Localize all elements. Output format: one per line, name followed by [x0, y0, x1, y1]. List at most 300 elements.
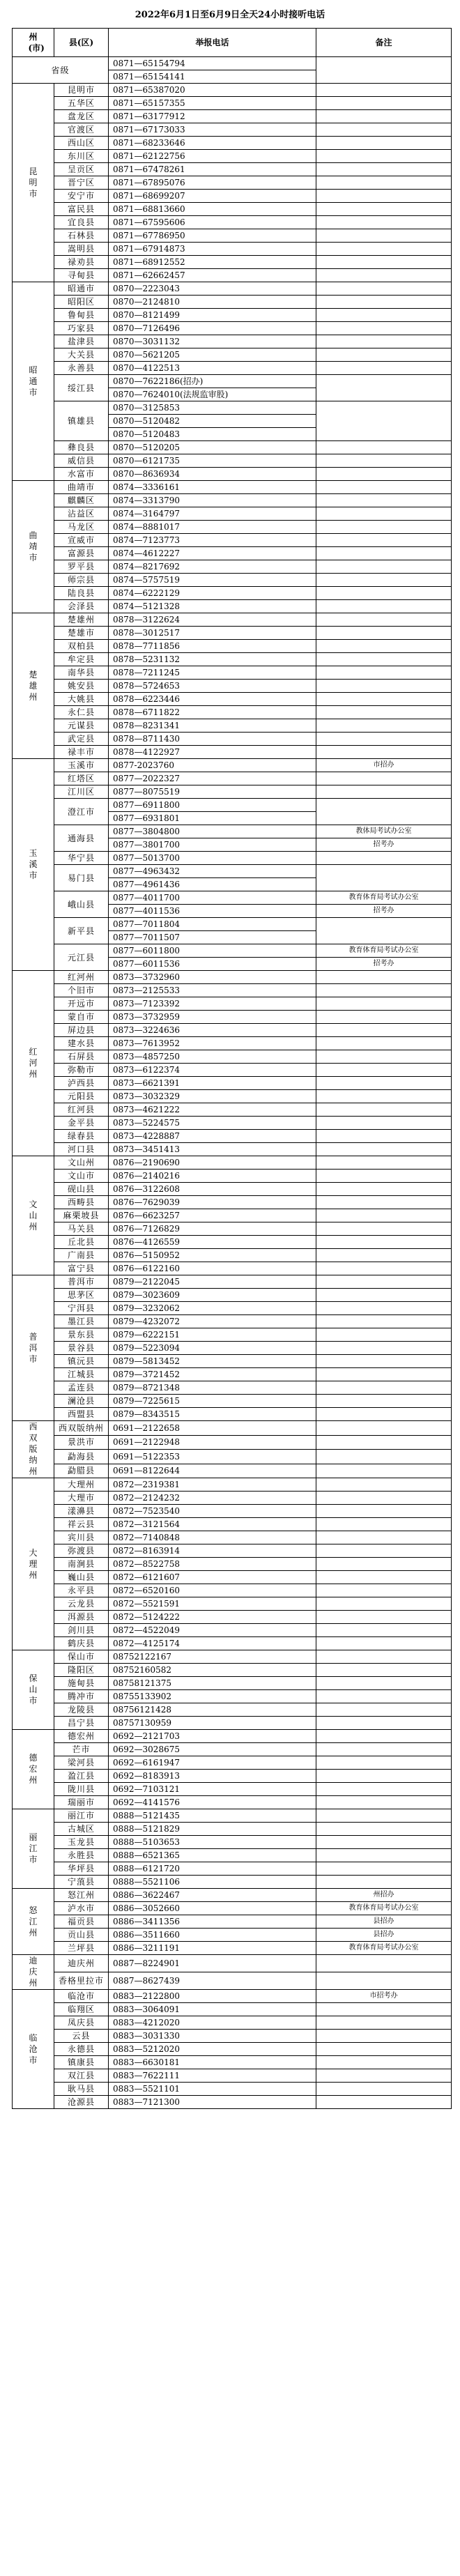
table-row	[13, 1597, 452, 1611]
note-cell	[316, 1770, 452, 1783]
table-row	[13, 2016, 452, 2030]
county-cell: 呈贡区	[54, 163, 109, 176]
county-cell: 迪庆州	[54, 1955, 109, 1972]
county-cell: 泸水市	[54, 1902, 109, 1915]
note-cell	[316, 640, 452, 653]
county-cell: 梁河县	[54, 1756, 109, 1770]
phone-cell: 0870—7126496	[109, 322, 316, 335]
phone-cell: 0878—5231132	[109, 653, 316, 666]
table-row	[13, 296, 452, 309]
table-row	[13, 137, 452, 150]
county-cell: 沾益区	[54, 507, 109, 521]
table-row	[13, 84, 452, 97]
note-cell	[316, 322, 452, 335]
note-cell	[316, 2056, 452, 2069]
county-cell: 宾川县	[54, 1531, 109, 1544]
note-cell	[316, 348, 452, 362]
phone-cell: 0876—5150952	[109, 1249, 316, 1262]
phone-cell: 0873—3732959	[109, 1011, 316, 1024]
county-cell: 漾濞县	[54, 1505, 109, 1518]
phone-cell: 0870—6121735	[109, 454, 316, 468]
phone-cell: 0871—65157355	[109, 97, 316, 110]
header-phone: 举报电话	[109, 29, 316, 57]
phone-cell: 0878—7711856	[109, 640, 316, 653]
note-cell	[316, 1011, 452, 1024]
note-cell	[316, 1571, 452, 1584]
county-cell: 香格里拉市	[54, 1972, 109, 1990]
city-name: 怒江州	[29, 1905, 38, 1938]
county-cell: 兰坪县	[54, 1942, 109, 1955]
county-cell: 西盟县	[54, 1408, 109, 1421]
phone-cell: 0878—8711430	[109, 733, 316, 746]
county-cell: 双柏县	[54, 640, 109, 653]
table-row	[13, 1544, 452, 1558]
table-row	[13, 1156, 452, 1170]
phone-cell: 0871—67595606	[109, 216, 316, 229]
table-row	[13, 348, 452, 362]
note-cell	[316, 547, 452, 560]
county-cell: 鲁甸县	[54, 309, 109, 322]
note-cell	[316, 1381, 452, 1395]
note-cell	[316, 1690, 452, 1703]
phone-cell: 0876—3122608	[109, 1183, 316, 1196]
county-cell: 普洱市	[54, 1275, 109, 1289]
phone-cell: 0874—6222129	[109, 587, 316, 600]
table-row	[13, 1222, 452, 1236]
county-cell: 文山州	[54, 1156, 109, 1170]
note-cell	[316, 1730, 452, 1743]
county-cell: 宣威市	[54, 534, 109, 547]
note-cell	[316, 243, 452, 256]
note-cell	[316, 375, 452, 401]
phone-cell: 0870—5120205	[109, 441, 316, 454]
note-cell	[316, 282, 452, 296]
note-cell	[316, 1518, 452, 1531]
note-cell	[316, 309, 452, 322]
county-cell: 红河县	[54, 1103, 109, 1117]
table-row	[13, 1011, 452, 1024]
table-row	[13, 852, 452, 865]
table-row	[13, 1955, 452, 1972]
table-header-row	[13, 29, 452, 57]
note-cell	[316, 1703, 452, 1717]
county-cell: 凤庆县	[54, 2016, 109, 2030]
table-row	[13, 375, 452, 388]
table-row	[13, 706, 452, 719]
note-cell	[316, 441, 452, 454]
note-cell	[316, 997, 452, 1011]
county-cell: 勐腊县	[54, 1464, 109, 1478]
county-cell: 盘龙区	[54, 110, 109, 123]
phone-cell: 0888—6121720	[109, 1862, 316, 1876]
county-cell: 省级	[13, 57, 109, 84]
table-row	[13, 521, 452, 534]
city-name: 西双版纳州	[29, 1422, 38, 1476]
phone-cell: 0870—5621205	[109, 348, 316, 362]
phone-cell: 0879—6222151	[109, 1328, 316, 1342]
county-cell: 官渡区	[54, 123, 109, 137]
phone-cell: 0876—2190690	[109, 1156, 316, 1170]
city-name: 迪庆州	[29, 1956, 38, 1988]
table-row	[13, 282, 452, 296]
note-cell	[316, 666, 452, 680]
note-cell	[316, 1664, 452, 1677]
phone-cell: 08752122167	[109, 1650, 316, 1664]
phone-cell: 0871—65154141	[109, 70, 316, 84]
table-row	[13, 1571, 452, 1584]
note-cell	[316, 1544, 452, 1558]
note-cell	[316, 1050, 452, 1064]
county-cell: 龙陵县	[54, 1703, 109, 1717]
county-cell: 江川区	[54, 785, 109, 799]
county-cell: 沧源县	[54, 2096, 109, 2109]
table-row	[13, 1302, 452, 1315]
city-cell	[13, 84, 54, 282]
phone-cell: 0878—8231341	[109, 719, 316, 733]
county-cell: 屏边县	[54, 1024, 109, 1037]
phone-cell: 0877—6011536	[109, 958, 316, 971]
table-row	[13, 1090, 452, 1103]
county-cell: 元江县	[54, 944, 109, 971]
phone-cell: 0876—7629039	[109, 1196, 316, 1209]
county-cell: 昆明市	[54, 84, 109, 97]
county-cell: 威信县	[54, 454, 109, 468]
table-row	[13, 1611, 452, 1624]
note-cell	[316, 335, 452, 348]
city-name: 德宏州	[29, 1753, 38, 1785]
county-cell: 金平县	[54, 1117, 109, 1130]
table-row	[13, 693, 452, 706]
phone-cell: 0871—67173033	[109, 123, 316, 137]
city-name: 普洱市	[29, 1331, 38, 1364]
table-row	[13, 1836, 452, 1849]
table-row	[13, 1650, 452, 1664]
note-cell	[316, 1876, 452, 1889]
phone-cell: 0873—6122374	[109, 1064, 316, 1077]
note-cell	[316, 1492, 452, 1505]
note-cell: 招考办	[316, 958, 452, 971]
phone-cell: 0872—4522049	[109, 1624, 316, 1637]
note-cell	[316, 1315, 452, 1328]
county-cell: 腾冲市	[54, 1690, 109, 1703]
county-cell: 玉龙县	[54, 1836, 109, 1849]
table-row	[13, 733, 452, 746]
city-cell	[13, 1955, 54, 1990]
phone-cell: 0877—4961436	[109, 878, 316, 891]
phone-cell: 0874—8881017	[109, 521, 316, 534]
phone-cell: 0692—4141576	[109, 1796, 316, 1809]
table-row	[13, 1783, 452, 1796]
table-row	[13, 971, 452, 984]
county-cell: 石林县	[54, 229, 109, 243]
county-cell: 永仁县	[54, 706, 109, 719]
note-cell	[316, 229, 452, 243]
phone-cell: 0870—3031132	[109, 335, 316, 348]
note-cell	[316, 1783, 452, 1796]
phone-cell: 0877-2023760	[109, 759, 316, 772]
phone-cell: 0877—6931801	[109, 812, 316, 825]
county-cell: 福贡县	[54, 1915, 109, 1929]
table-row	[13, 1849, 452, 1862]
header-county: 县(区)	[54, 29, 109, 57]
city-name: 红河州	[29, 1047, 38, 1079]
table-row	[13, 2003, 452, 2016]
note-cell	[316, 296, 452, 309]
table-row	[13, 653, 452, 666]
county-cell: 砚山县	[54, 1183, 109, 1196]
phone-cell: 0873—2125533	[109, 984, 316, 997]
table-row	[13, 1478, 452, 1492]
note-cell	[316, 269, 452, 282]
phone-cell: 0870—7622186(招办)	[109, 375, 316, 388]
table-row	[13, 110, 452, 123]
phone-cell: 0691—8122644	[109, 1464, 316, 1478]
city-cell	[13, 1730, 54, 1809]
county-cell: 盈江县	[54, 1770, 109, 1783]
city-cell	[13, 282, 54, 481]
table-row	[13, 1077, 452, 1090]
table-row	[13, 454, 452, 468]
county-cell: 巍山县	[54, 1571, 109, 1584]
county-cell: 祥云县	[54, 1518, 109, 1531]
table-row	[13, 759, 452, 772]
note-cell	[316, 97, 452, 110]
phone-cell: 0873—3032329	[109, 1090, 316, 1103]
table-row	[13, 627, 452, 640]
phone-cell: 0872—6121607	[109, 1571, 316, 1584]
phone-cell: 0871—68912552	[109, 256, 316, 269]
county-cell: 文山市	[54, 1170, 109, 1183]
county-cell: 弥渡县	[54, 1544, 109, 1558]
table-row	[13, 1196, 452, 1209]
city-cell	[13, 1889, 54, 1955]
note-cell	[316, 1637, 452, 1650]
table-row	[13, 984, 452, 997]
header-city: 州(市)	[13, 29, 54, 57]
county-cell: 大关县	[54, 348, 109, 362]
note-cell	[316, 190, 452, 203]
county-cell: 玉溪市	[54, 759, 109, 772]
note-cell	[316, 1849, 452, 1862]
phone-cell: 0879—2122045	[109, 1275, 316, 1289]
note-cell	[316, 2083, 452, 2096]
county-cell: 麻栗坡县	[54, 1209, 109, 1222]
county-cell: 景谷县	[54, 1342, 109, 1355]
phone-cell: 0692—7103121	[109, 1783, 316, 1796]
note-cell	[316, 1955, 452, 1972]
county-cell: 陇川县	[54, 1783, 109, 1796]
note-cell	[316, 454, 452, 468]
hotline-table	[12, 28, 452, 2109]
table-row	[13, 468, 452, 481]
county-cell: 富宁县	[54, 1262, 109, 1275]
county-cell: 会泽县	[54, 600, 109, 613]
table-row	[13, 401, 452, 415]
table-row	[13, 534, 452, 547]
county-cell: 墨江县	[54, 1315, 109, 1328]
phone-cell: 0692—2121703	[109, 1730, 316, 1743]
phone-cell: 0886—3622467	[109, 1889, 316, 1902]
note-cell: 教育体育局考试办公室	[316, 1942, 452, 1955]
note-cell	[316, 560, 452, 574]
phone-cell: 0879—4232072	[109, 1315, 316, 1328]
table-row	[13, 256, 452, 269]
note-cell	[316, 534, 452, 547]
city-name: 丽江市	[29, 1832, 38, 1864]
phone-cell: 0886—3211191	[109, 1942, 316, 1955]
county-cell: 弥勒市	[54, 1064, 109, 1077]
phone-cell: 0871—65387020	[109, 84, 316, 97]
table-row	[13, 123, 452, 137]
note-cell	[316, 574, 452, 587]
table-row	[13, 335, 452, 348]
phone-cell: 0870—2223043	[109, 282, 316, 296]
county-cell: 巧家县	[54, 322, 109, 335]
phone-cell: 0871—67478261	[109, 163, 316, 176]
county-cell: 嵩明县	[54, 243, 109, 256]
phone-cell: 0874—5121328	[109, 600, 316, 613]
table-row	[13, 1637, 452, 1650]
note-cell	[316, 1435, 452, 1450]
table-row	[13, 1289, 452, 1302]
table-row	[13, 2069, 452, 2083]
city-name: 玉溪市	[29, 848, 38, 880]
county-cell: 楚雄州	[54, 613, 109, 627]
phone-cell: 0883—2122800	[109, 1990, 316, 2003]
table-row	[13, 481, 452, 494]
phone-cell: 0883—7622111	[109, 2069, 316, 2083]
county-cell: 马关县	[54, 1222, 109, 1236]
note-cell	[316, 772, 452, 785]
county-cell: 镇康县	[54, 2056, 109, 2069]
phone-cell: 0873—4621222	[109, 1103, 316, 1117]
city-cell	[13, 1421, 54, 1478]
phone-cell: 0871—68699207	[109, 190, 316, 203]
county-cell: 贡山县	[54, 1929, 109, 1942]
county-cell: 华坪县	[54, 1862, 109, 1876]
county-cell: 绥江县	[54, 375, 109, 401]
phone-cell: 0879—3721452	[109, 1368, 316, 1381]
county-cell: 景洪市	[54, 1435, 109, 1450]
county-cell: 江城县	[54, 1368, 109, 1381]
phone-cell: 0878—3012517	[109, 627, 316, 640]
table-row	[13, 799, 452, 812]
note-cell	[316, 1275, 452, 1289]
phone-cell: 0888—5121435	[109, 1809, 316, 1823]
phone-cell: 0877—4011536	[109, 905, 316, 918]
note-cell	[316, 746, 452, 759]
phone-cell: 0877—3804800	[109, 825, 316, 838]
phone-cell: 0870—3125853	[109, 401, 316, 415]
phone-cell: 0879—8721348	[109, 1381, 316, 1395]
county-cell: 红河州	[54, 971, 109, 984]
phone-cell: 0886—3511660	[109, 1929, 316, 1942]
note-cell	[316, 1478, 452, 1492]
note-cell	[316, 852, 452, 865]
county-cell: 宜良县	[54, 216, 109, 229]
table-row	[13, 719, 452, 733]
county-cell: 禄劝县	[54, 256, 109, 269]
note-cell	[316, 216, 452, 229]
note-cell: 市招考办	[316, 1990, 452, 2003]
note-cell	[316, 163, 452, 176]
table-row	[13, 1584, 452, 1597]
phone-cell: 0872—8163914	[109, 1544, 316, 1558]
table-row	[13, 1328, 452, 1342]
note-cell	[316, 1262, 452, 1275]
county-cell: 安宁市	[54, 190, 109, 203]
county-cell: 师宗县	[54, 574, 109, 587]
county-cell: 罗平县	[54, 560, 109, 574]
note-cell	[316, 1597, 452, 1611]
note-cell	[316, 1450, 452, 1464]
table-row	[13, 640, 452, 653]
note-cell	[316, 1024, 452, 1037]
phone-cell: 0877—7011507	[109, 931, 316, 944]
phone-cell: 0873—7613952	[109, 1037, 316, 1050]
county-cell: 通海县	[54, 825, 109, 852]
phone-cell: 0872—2124232	[109, 1492, 316, 1505]
phone-cell: 0887—8627439	[109, 1972, 316, 1990]
note-cell	[316, 256, 452, 269]
table-row	[13, 309, 452, 322]
table-row	[13, 362, 452, 375]
county-cell: 水富市	[54, 468, 109, 481]
table-row	[13, 1664, 452, 1677]
note-cell	[316, 1796, 452, 1809]
table-row	[13, 997, 452, 1011]
table-row	[13, 1024, 452, 1037]
county-cell: 宁蒗县	[54, 1876, 109, 1889]
table-row	[13, 1355, 452, 1368]
county-cell: 昌宁县	[54, 1717, 109, 1730]
table-row	[13, 269, 452, 282]
note-cell	[316, 2030, 452, 2043]
county-cell: 元阳县	[54, 1090, 109, 1103]
phone-cell: 08752160582	[109, 1664, 316, 1677]
phone-cell: 0876—4126559	[109, 1236, 316, 1249]
county-cell: 马龙区	[54, 521, 109, 534]
city-cell	[13, 613, 54, 759]
note-cell	[316, 1236, 452, 1249]
table-row	[13, 203, 452, 216]
county-cell: 晋宁区	[54, 176, 109, 190]
phone-cell: 0877—3801700	[109, 838, 316, 852]
note-cell	[316, 1972, 452, 1990]
table-row	[13, 441, 452, 454]
county-cell: 麒麟区	[54, 494, 109, 507]
phone-cell: 0871—67895076	[109, 176, 316, 190]
city-cell	[13, 1990, 54, 2109]
note-cell	[316, 1836, 452, 1849]
note-cell	[316, 137, 452, 150]
table-row	[13, 176, 452, 190]
table-row	[13, 1170, 452, 1183]
phone-cell: 0870—5120483	[109, 428, 316, 441]
county-cell: 昭通市	[54, 282, 109, 296]
note-cell	[316, 150, 452, 163]
phone-cell: 08755133902	[109, 1690, 316, 1703]
county-cell: 开远市	[54, 997, 109, 1011]
table-row	[13, 2043, 452, 2056]
phone-cell: 08758121375	[109, 1677, 316, 1690]
county-cell: 大理州	[54, 1478, 109, 1492]
table-row	[13, 1730, 452, 1743]
phone-cell: 0691—2122948	[109, 1435, 316, 1450]
county-cell: 昭阳区	[54, 296, 109, 309]
note-cell	[316, 785, 452, 799]
phone-cell: 0870—2124810	[109, 296, 316, 309]
